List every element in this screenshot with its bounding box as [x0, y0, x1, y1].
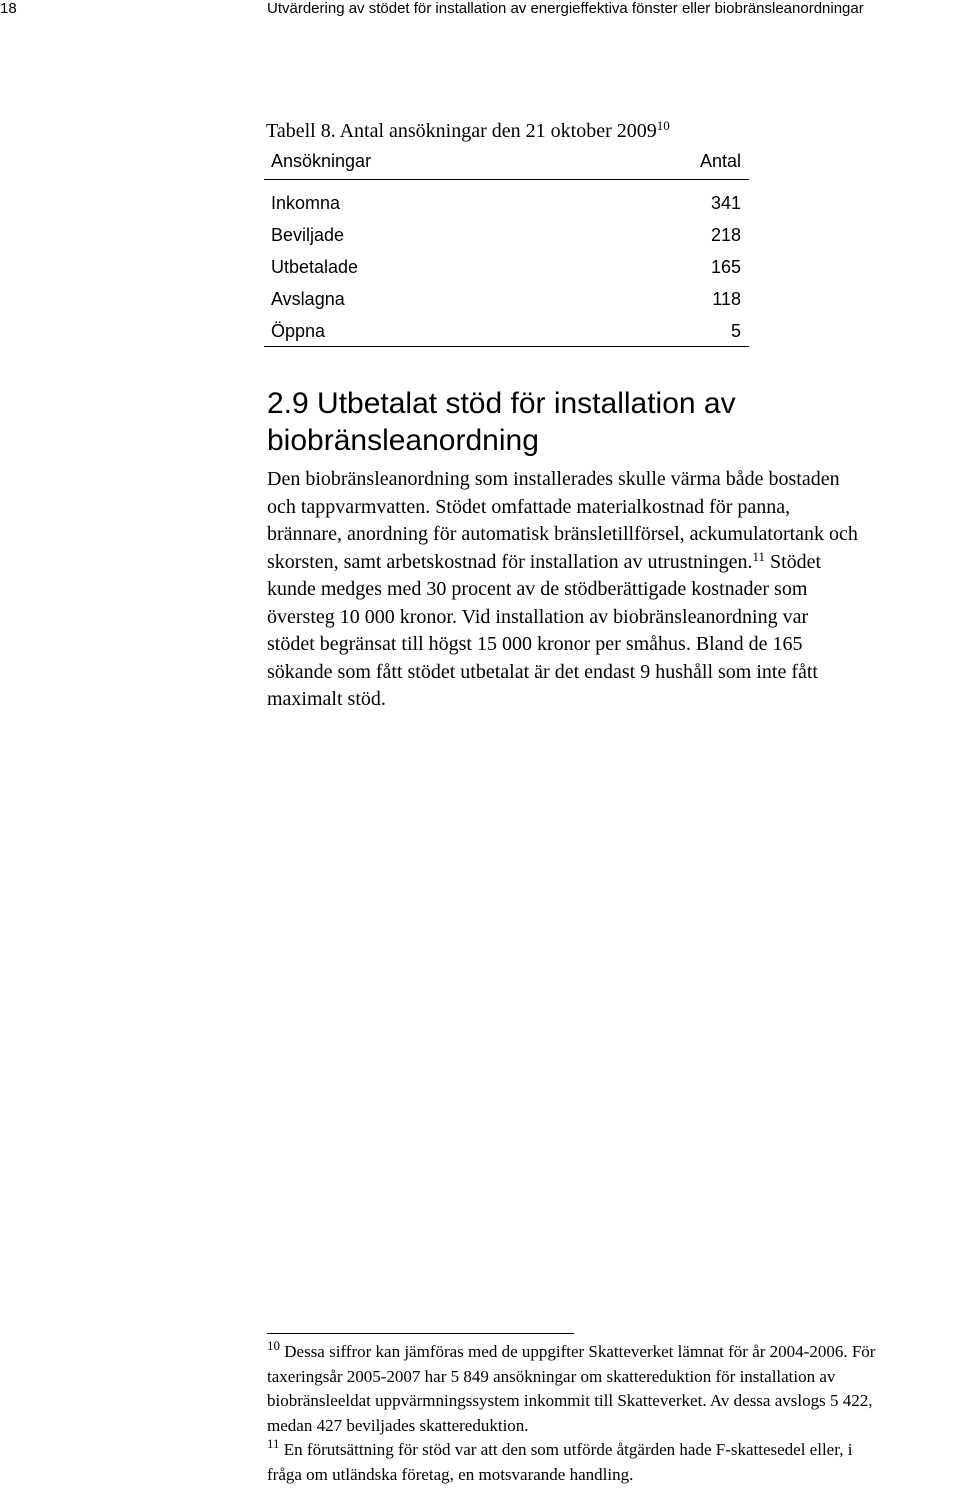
paragraph-line: [267, 549, 959, 577]
row-value: 341: [710, 193, 741, 213]
table-row: [264, 248, 749, 280]
footnote-divider: [267, 1333, 574, 1334]
section-heading: [267, 385, 947, 459]
row-label: Öppna: [271, 321, 326, 341]
paragraph-line: kunde medges med 30 procent av de stödberättigade kostnader som: [267, 578, 808, 600]
footnote-10-line: [267, 1340, 959, 1365]
footnote-11-line: fråga om utländska företag, en motsvarande handling.: [267, 1464, 634, 1484]
table-header-row: [264, 146, 749, 180]
paragraph-text: Stödet: [765, 550, 822, 573]
column-header-count: Antal: [699, 151, 741, 171]
footnote-10-line: taxeringsår 2005-2007 har 5 849 ansökningar om skattereduktion för installation av: [267, 1366, 836, 1386]
row-label: Utbetalade: [271, 257, 359, 277]
paragraph-line: och tappvarmvatten. Stödet omfattade materialkostnad för panna,: [267, 495, 791, 518]
footnote-11-line: [267, 1438, 959, 1463]
paragraph-line: Den biobränsleanordning som installerades skulle värma både bostaden: [267, 468, 840, 490]
paragraph-line: brännare, anordning för automatisk bränsletillförsel, ackumulatortank och: [267, 523, 858, 545]
row-label: Beviljade: [271, 225, 345, 245]
footnote-10-line: biobränsleeldat uppvärmningssystem inkommit till Skatteverket. Av dessa avslogs 5 422,: [267, 1391, 873, 1410]
footnote-ref-11[interactable]: 11: [752, 548, 765, 564]
body-paragraph: [267, 466, 959, 714]
running-title: Utvärdering av stödet för installation av energieffektiva fönster eller biobränsleanordningar: [267, 0, 864, 17]
footnote-text: Dessa siffror kan jämföras med de uppgifter Skatteverket lämnat för år 2004-2006. För: [280, 1342, 876, 1361]
footnote-text: En förutsättning för stöd var att den som utförde åtgärden hade F-skattesedel eller, i: [279, 1440, 853, 1459]
applications-table: [264, 146, 749, 347]
column-header-applications: Ansökningar: [271, 151, 372, 171]
paragraph-line: översteg 10 000 kronor. Vid installation av biobränsleanordning var: [267, 605, 809, 628]
footnote-number: 10: [267, 1338, 280, 1353]
row-label: Inkomna: [271, 193, 341, 213]
footnote-10-line: medan 427 beviljades skattereduktion.: [267, 1415, 529, 1435]
paragraph-line: maximalt stöd.: [267, 688, 386, 710]
row-value: 118: [712, 289, 741, 309]
footnotes: [267, 1340, 959, 1487]
footnote-ref-10[interactable]: 10: [656, 118, 670, 133]
paragraph-line: stödet begränsat till högst 15 000 kronor per småhus. Bland de 165: [267, 633, 803, 655]
row-value: 218: [710, 225, 741, 245]
table-body: [264, 180, 749, 347]
table-row: [264, 280, 749, 312]
row-value: 5: [730, 321, 741, 341]
section-heading-line: biobränsleanordning: [267, 424, 539, 457]
paragraph-line: sökande som fått stödet utbetalat är det endast 9 hushåll som inte fått: [267, 660, 818, 683]
table-row: [264, 216, 749, 248]
page-number: 18: [0, 0, 17, 17]
paragraph-text: skorsten, samt arbetskostnad för installation av utrustningen.: [267, 550, 753, 573]
table-row: [264, 312, 749, 344]
section-heading-line: 2.9 Utbetalat stöd för installation av: [267, 387, 736, 420]
row-value: 165: [710, 257, 741, 277]
footnote-number: 11: [267, 1436, 280, 1451]
row-label: Avslagna: [271, 289, 345, 309]
table-caption: [266, 120, 670, 143]
table-caption-text: Tabell 8. Antal ansökningar den 21 oktober 2009: [266, 120, 657, 142]
table-row: [264, 184, 749, 216]
page-header: [0, 0, 960, 28]
